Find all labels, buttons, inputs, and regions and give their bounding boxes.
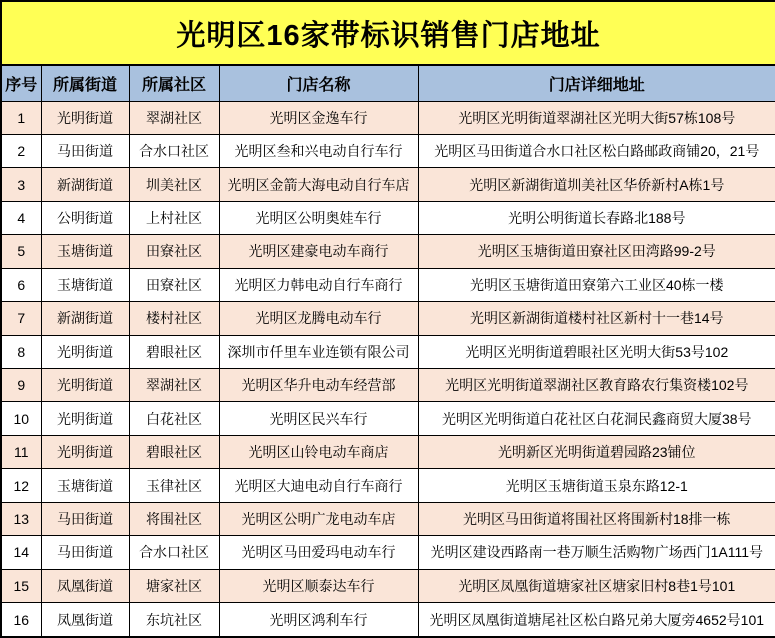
cell-address: 光明区凤凰街道塘尾社区松白路兄弟大厦旁4652号101	[418, 603, 775, 637]
cell-store: 光明区山铃电动车商店	[219, 435, 418, 468]
table-row	[1, 569, 775, 602]
table-row	[1, 435, 775, 468]
cell-no: 9	[1, 369, 41, 402]
table-row	[1, 268, 775, 301]
cell-address: 光明区马田街道合水口社区松白路邮政商铺20，21号	[418, 134, 775, 167]
cell-no: 3	[1, 168, 41, 201]
cell-community: 合水口社区	[129, 134, 219, 167]
cell-address: 光明新区光明街道碧园路23铺位	[418, 435, 775, 468]
cell-street: 玉塘街道	[41, 268, 129, 301]
table-row	[1, 469, 775, 502]
cell-street: 光明街道	[41, 435, 129, 468]
cell-store: 光明区大迪电动自行车商行	[219, 469, 418, 502]
table-row	[1, 402, 775, 435]
cell-community: 将围社区	[129, 502, 219, 535]
cell-address: 光明区新湖街道楼村社区新村十一巷14号	[418, 302, 775, 335]
cell-street: 玉塘街道	[41, 235, 129, 268]
cell-address: 光明区新湖街道圳美社区华侨新村A栋1号	[418, 168, 775, 201]
cell-street: 新湖街道	[41, 302, 129, 335]
cell-address: 光明区建设西路南一巷万顺生活购物广场西门1A111号	[418, 536, 775, 569]
cell-no: 6	[1, 268, 41, 301]
cell-no: 15	[1, 569, 41, 602]
cell-community: 白花社区	[129, 402, 219, 435]
column-header-store-name: 门店名称	[219, 65, 418, 101]
cell-community: 翠湖社区	[129, 101, 219, 134]
cell-street: 凤凰街道	[41, 569, 129, 602]
table-row	[1, 302, 775, 335]
title-row	[1, 1, 775, 65]
column-header-address: 门店详细地址	[418, 65, 775, 101]
cell-no: 16	[1, 603, 41, 637]
cell-community: 塘家社区	[129, 569, 219, 602]
cell-store: 光明区华升电动车经营部	[219, 369, 418, 402]
cell-store: 光明区建豪电动车商行	[219, 235, 418, 268]
column-header-index: 序号	[1, 65, 41, 101]
cell-store: 光明区马田爱玛电动车行	[219, 536, 418, 569]
cell-store: 光明区公明广龙电动车店	[219, 502, 418, 535]
cell-community: 合水口社区	[129, 536, 219, 569]
table-row	[1, 502, 775, 535]
column-header-street: 所属街道	[41, 65, 129, 101]
cell-store: 光明区公明奥娃车行	[219, 201, 418, 234]
cell-store: 深圳市仟里车业连锁有限公司	[219, 335, 418, 368]
cell-street: 公明街道	[41, 201, 129, 234]
cell-street: 马田街道	[41, 134, 129, 167]
column-header-community: 所属社区	[129, 65, 219, 101]
page-title: 光明区16家带标识销售门店地址	[1, 1, 775, 65]
cell-street: 光明街道	[41, 369, 129, 402]
cell-store: 光明区顺泰达车行	[219, 569, 418, 602]
cell-community: 碧眼社区	[129, 435, 219, 468]
cell-address: 光明区光明街道翠湖社区教育路农行集资楼102号	[418, 369, 775, 402]
cell-street: 光明街道	[41, 335, 129, 368]
cell-address: 光明区玉塘街道田寮社区田湾路99-2号	[418, 235, 775, 268]
cell-no: 7	[1, 302, 41, 335]
cell-community: 上村社区	[129, 201, 219, 234]
cell-street: 玉塘街道	[41, 469, 129, 502]
cell-community: 圳美社区	[129, 168, 219, 201]
cell-no: 4	[1, 201, 41, 234]
table-row	[1, 603, 775, 637]
cell-address: 光明区玉塘街道田寮第六工业区40栋一楼	[418, 268, 775, 301]
cell-store: 光明区金箭大海电动自行车店	[219, 168, 418, 201]
cell-store: 光明区金逸车行	[219, 101, 418, 134]
cell-store: 光明区鸿利车行	[219, 603, 418, 637]
cell-no: 8	[1, 335, 41, 368]
table-row	[1, 335, 775, 368]
column-header-row	[1, 65, 775, 101]
store-table-body	[1, 101, 775, 637]
cell-no: 13	[1, 502, 41, 535]
cell-community: 东坑社区	[129, 603, 219, 637]
cell-store: 光明区龙腾电动车行	[219, 302, 418, 335]
cell-address: 光明区光明街道白花社区白花洞民鑫商贸大厦38号	[418, 402, 775, 435]
cell-community: 碧眼社区	[129, 335, 219, 368]
table-row	[1, 168, 775, 201]
cell-address: 光明区马田街道将围社区将围新村18排一栋	[418, 502, 775, 535]
cell-no: 14	[1, 536, 41, 569]
cell-address: 光明公明街道长春路北188号	[418, 201, 775, 234]
table-row	[1, 134, 775, 167]
table-row	[1, 201, 775, 234]
cell-store: 光明区民兴车行	[219, 402, 418, 435]
cell-address: 光明区玉塘街道玉泉东路12-1	[418, 469, 775, 502]
cell-no: 5	[1, 235, 41, 268]
table-row	[1, 101, 775, 134]
cell-no: 12	[1, 469, 41, 502]
cell-community: 玉律社区	[129, 469, 219, 502]
table-row	[1, 369, 775, 402]
cell-street: 光明街道	[41, 402, 129, 435]
cell-community: 楼村社区	[129, 302, 219, 335]
cell-no: 10	[1, 402, 41, 435]
cell-street: 马田街道	[41, 536, 129, 569]
cell-no: 1	[1, 101, 41, 134]
cell-store: 光明区叁和兴电动自行车行	[219, 134, 418, 167]
cell-no: 11	[1, 435, 41, 468]
table-row	[1, 536, 775, 569]
cell-street: 凤凰街道	[41, 603, 129, 637]
cell-no: 2	[1, 134, 41, 167]
cell-community: 田寮社区	[129, 268, 219, 301]
cell-street: 新湖街道	[41, 168, 129, 201]
cell-address: 光明区光明街道翠湖社区光明大街57栋108号	[418, 101, 775, 134]
cell-address: 光明区光明街道碧眼社区光明大街53号102	[418, 335, 775, 368]
cell-store: 光明区力韩电动自行车商行	[219, 268, 418, 301]
cell-address: 光明区凤凰街道塘家社区塘家旧村8巷1号101	[418, 569, 775, 602]
cell-community: 田寮社区	[129, 235, 219, 268]
table-row	[1, 235, 775, 268]
cell-street: 马田街道	[41, 502, 129, 535]
cell-community: 翠湖社区	[129, 369, 219, 402]
cell-street: 光明街道	[41, 101, 129, 134]
